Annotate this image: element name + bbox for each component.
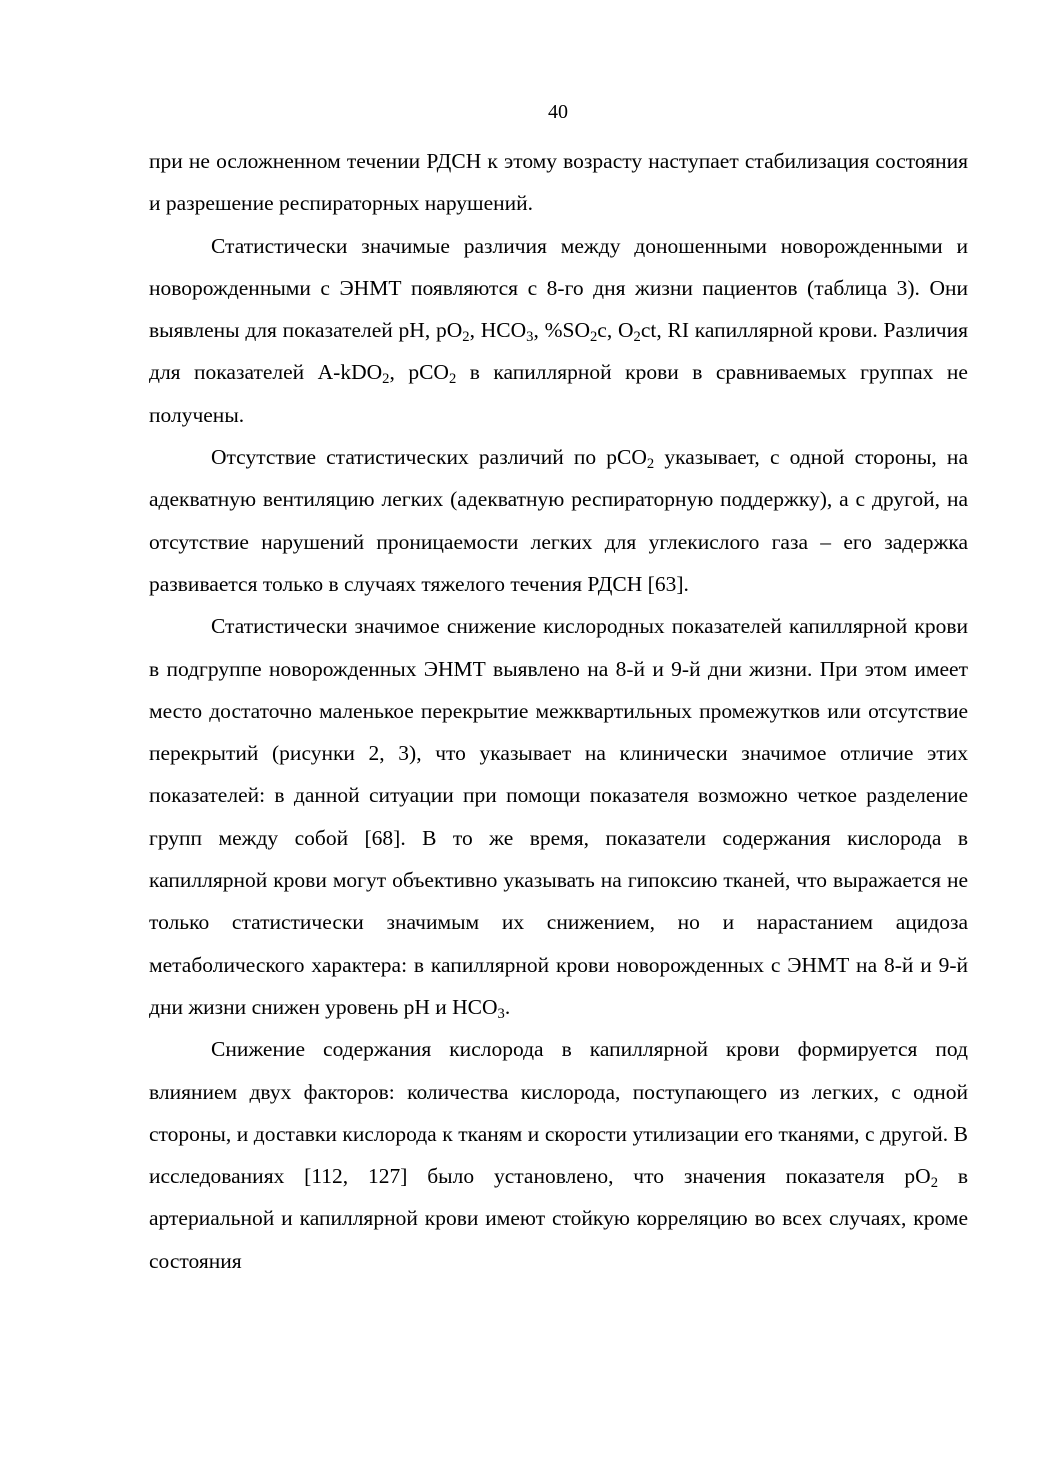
paragraph-text: при не осложненном течении РДСН к этому возрасту наступает стабилизация состояния и разрешение респираторных нарушений. <box>149 149 968 216</box>
paragraph <box>149 140 968 225</box>
subscript-text: 3 <box>526 329 534 346</box>
paragraph <box>149 225 968 436</box>
subscript-text: 2 <box>633 329 641 346</box>
paragraph-text: , HCO <box>469 318 527 343</box>
paragraph-text: указывает, с одной стороны, на адекватную вентиляцию легких (адекватную респираторную поддержку), а с другой, на отсутствие нарушений проницаемости легких для углекислого газа – его задержка развивается только в случаях тяжелого течения РДСН [63]. <box>149 445 968 596</box>
paragraph-text: ct, RI капиллярной крови. Различия для показателей A-kDO <box>149 318 968 385</box>
paragraph-text: , %SO <box>533 318 590 343</box>
paragraph-text: Отсутствие статистических различий по pCO <box>211 445 647 470</box>
subscript-text: 2 <box>646 456 655 473</box>
paragraph-text: Статистически значимые различия между доношенными новорожденными и новорожденными с ЭНМТ появляются с 8-го дня жизни пациентов (таблица 3). Они выявлены для показателей pH, pO <box>149 233 968 343</box>
paragraph <box>149 1028 968 1282</box>
paragraph-text: Снижение содержания кислорода в капиллярной крови формируется под влиянием двух факторов: количества кислорода, поступающего из легких, с одной стороны, и доставки кислорода к тканям и скорости утилизации его тканями, с другой. В исследованиях [112, 127] было установлено, что значения показателя pO <box>149 1037 968 1189</box>
paragraph-text: , pCO <box>389 360 449 385</box>
paragraph-text: . <box>504 994 511 1019</box>
subscript-text: 2 <box>382 371 390 388</box>
subscript-text: 2 <box>930 1175 938 1192</box>
paragraph <box>149 436 968 605</box>
subscript-text: 2 <box>589 329 598 346</box>
document-body <box>149 140 968 1282</box>
paragraph-text: в капиллярной крови в сравниваемых группах не получены. <box>149 360 968 427</box>
subscript-text: 2 <box>448 371 457 388</box>
subscript-text: 2 <box>462 329 470 346</box>
page-number: 40 <box>548 101 568 123</box>
paragraph-text: Статистически значимое снижение кислородных показателей капиллярной крови в подгруппе новорожденных ЭНМТ выявлено на 8-й и 9-й дни жизни. При этом имеет место достаточно маленькое перекрытие межквартильных промежутков или отсутствие перекрытий (рисунки 2, 3), что указывает на клинически значимое отличие этих показателей: в данной ситуации при помощи показателя возможно четкое разделение групп между собой [68]. В то же время, показатели содержания кислорода в капиллярной крови могут объективно указывать на гипоксию тканей, что выражается не только статистически значимым их снижением, но и нарастанием ацидоза метаболического характера: в капиллярной крови новорожденных с ЭНМТ на 8-й и 9-й дни жизни снижен уровень pH и HCO <box>149 614 968 1019</box>
subscript-text: 3 <box>497 1006 505 1023</box>
paragraph-text: c, O <box>597 318 634 343</box>
paragraph <box>149 605 968 1028</box>
paragraph-text: в артериальной и капиллярной крови имеют стойкую корреляцию во всех случаях, кроме состояния <box>149 1164 968 1273</box>
